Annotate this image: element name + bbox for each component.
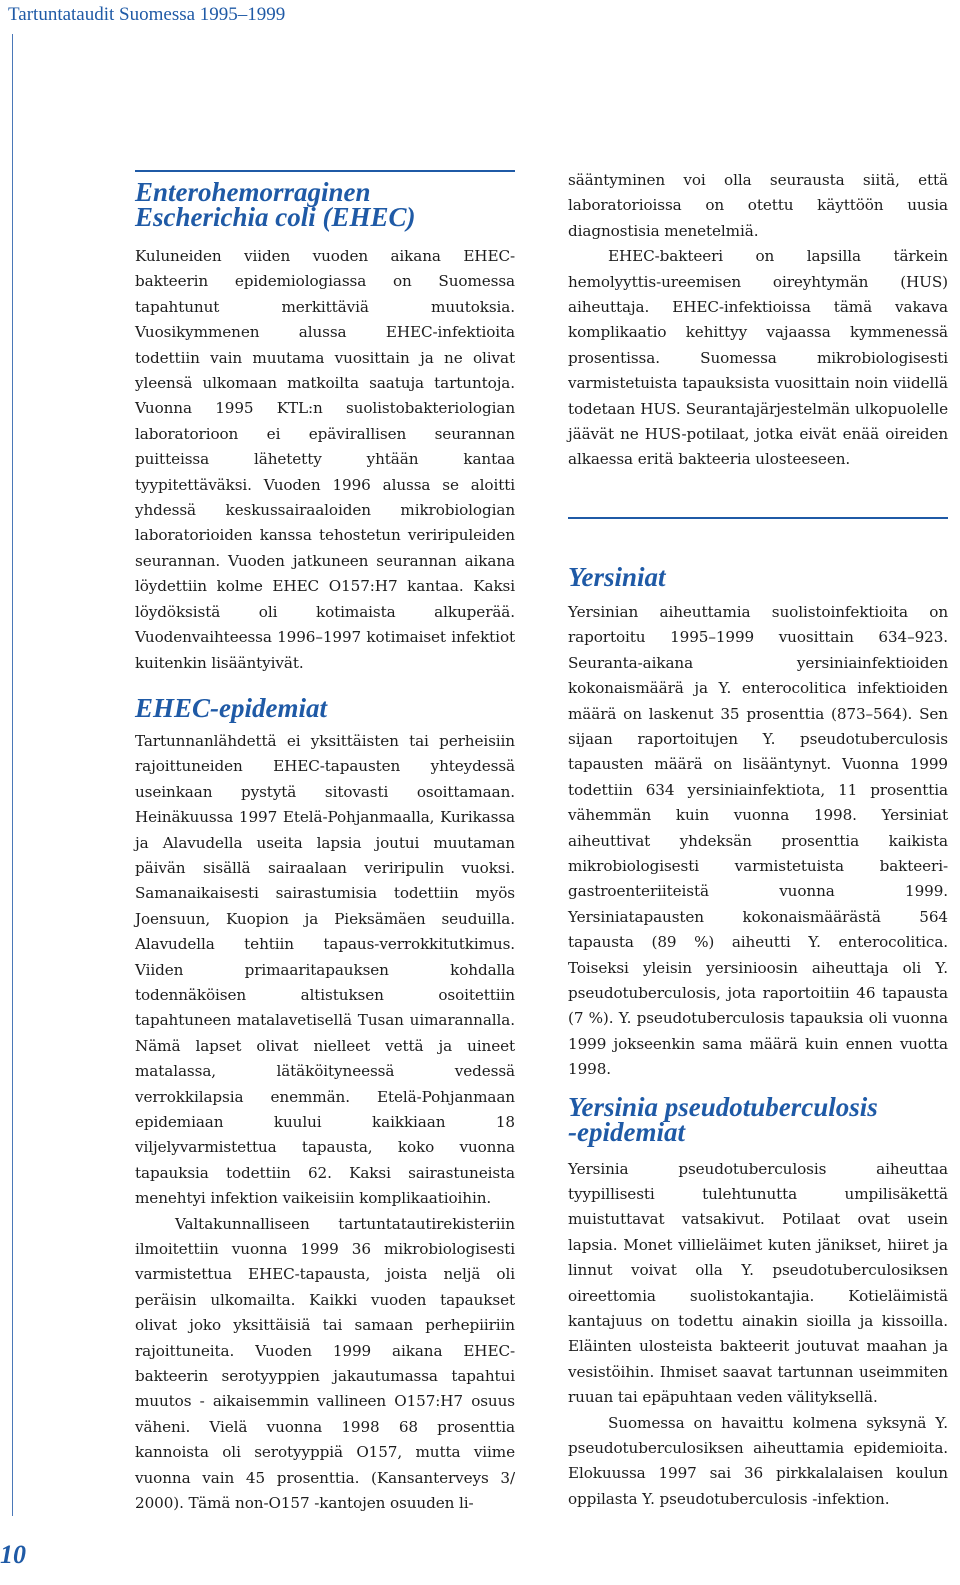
left-column bbox=[135, 177, 515, 1517]
heading-pseudo-line1: Yersinia pseudotuberculosis bbox=[568, 1091, 878, 1122]
yersiniat-paragraph: Yersinian aiheuttamia suolistoinfektioita on raportoitu 1995–1999 vuosittain 634–923. Seuranta-aikana yersiniainfektioiden kokonaismäärä ja Y. enterocolitica infektioiden määrä on laskenut 35 prosenttia (873–564). Sen sijaan raportoitujen Y. pseudotuberculosis tapausten määrä on lisääntynyt. Vuonna 1999 todettiin 634 yersiniainfektiota, 11 prosenttia vähemmän kuin vuonna 1998. Yersiniat aiheuttivat yhdeksän prosenttia kaikista mikrobiologisesti varmistetuista bakteeri-gastroenteriiteistä vuonna 1999. Yersiniatapausten kokonaismäärästä 564 tapausta (89 %) aiheutti Y. enterocolitica. Toiseksi yleisin yersinioosin aiheuttaja oli Y. pseudotuberculosis, jota raportoitiin 46 tapausta (7 %). Y. pseudotuberculosis tapauksia oli vuonna 1999 jokseenkin sama määrä kuin ennen vuotta 1998. bbox=[568, 602, 948, 1079]
continued-paragraph: sääntyminen voi olla seurausta siitä, että laboratorioissa on otettu käyttöön uusia diagnostisia menetelmiä. bbox=[568, 171, 948, 240]
section-gap bbox=[568, 473, 948, 565]
heading-pseudo-line2: -epidemiat bbox=[568, 1116, 685, 1147]
ehec-paragraph: Kuluneiden viiden vuoden aikana EHEC-bakteerin epidemiologiassa on Suomessa tapahtunut merkittäviä muutoksia. Vuosikymmenen alussa EHEC-infektioita todettiin vain muutama vuosittain ja ne olivat yleensä ulkomaan matkoilta saatuja tartuntoja. Vuonna 1995 KTL:n suolistobakteriologian laboratorioon ei epävirallisen seurannan puitteissa lähetetty yhtään kantaa tyypitettäväksi. Vuoden 1996 alussa se aloitti yhdessä keskussairaaloiden mikrobiologian laboratorioiden kanssa tehostetun veriripuleiden seurannan. Vuoden jatkuneen seurannan aikana löydettiin kolme EHEC O157:H7 kantaa. Kaksi löydöksistä oli kotimaista alkuperää. Vuodenvaihteessa 1996–1997 kotimaiset infektiot kuitenkin lisääntyivät. bbox=[135, 247, 515, 672]
pseudo-paragraph-1: Yersinia pseudotuberculosis aiheuttaa tyypillisesti tulehtunutta umpilisäkettä muistuttavat vatsakivut. Potilaat ovat usein lapsia. Monet villieläimet kuten jänikset, hiiret ja linnut voivat olla Y. pseudotuberculosiksen oireettomia suolistokantajia. Kotieläimistä kantajuus on todettu ainakin sioilla ja kissoilla. Eläinten ulosteista bakteerit joutuvat maahan ja vesistöihin. Ihmiset saavat tartunnan useimmiten ruuan tai epäpuhtaan veden välityksellä. bbox=[568, 1159, 948, 1407]
epidemiat-paragraph-2: Valtakunnalliseen tartuntatautirekisteriin ilmoitettiin vuonna 1999 36 mikrobiologisesti varmistettua EHEC-tapausta, joista neljä oli peräisin ulkomailta. Kaikki vuoden tapaukset olivat joko yksittäisiä tai samaan perhepiiriin rajoittuneita. Vuoden 1999 aikana EHEC-bakteerin serotyyppien jakautumassa tapahtui muutos - aikaisemmin vallineen O157:H7 osuus väheni. Vielä vuonna 1998 68 prosenttia kannoista oli serotyyppiä O157, mutta viime vuonna vain 45 prosenttia. (Kansanterveys 3/ 2000). Tämä non-O157 -kantojen osuuden li- bbox=[135, 1214, 515, 1513]
heading-ehec-line2: Escherichia coli (EHEC) bbox=[135, 202, 416, 232]
heading-yersiniat: Yersiniat bbox=[568, 561, 666, 592]
margin-rule bbox=[12, 34, 13, 1516]
right-column bbox=[568, 168, 948, 1512]
heading-pseudotuberculosis-epidemiat bbox=[568, 1091, 948, 1147]
pseudo-paragraph-2: Suomessa on havaittu kolmena syksynä Y. pseudotuberculosiksen aiheuttamia epidemioita. Elokuussa 1997 sai 36 pirkkalalaisen koulun oppilasta Y. pseudotuberculosis -infektion. bbox=[568, 1413, 948, 1508]
heading-ehec-epidemiat: EHEC-epidemiat bbox=[135, 692, 327, 723]
epidemiat-paragraph-1: Tartunnanlähdettä ei yksittäisten tai perheisiin rajoittuneiden EHEC-tapausten yhteydessä useinkaan pystytä sitovasti osoittamaan. Heinäkuussa 1997 Etelä-Pohjanmaalla, Kurikassa ja Alavudella useita lapsia joutui muutaman päivän sisällä sairaalaan veriripulin vuoksi. Samanaikaisesti sairastumisia todettiin myös Joensuun, Kuopion ja Pieksämäen seuduilla. Alavudella tehtiin tapaus-verrokkitutkimus. Viiden primaaritapauksen kohdalla todennäköisen altistuksen osoitettiin tapahtuneen matalavetisellä Tusan uimarannalla. Nämä lapset olivat nielleet vettä ja uineet matalassa, lätäköityneessä vedessä verrokkilapsia enemmän. Etelä-Pohjanmaan epidemiaan kuului kaikkiaan 18 viljelyvarmistettua tapausta, koko vuonna tapauksia todettiin 62. Kaksi sairastuneista menehtyi infektion vaikeisiin komplikaatioihin. bbox=[135, 731, 515, 1208]
running-head: Tartuntataudit Suomessa 1995–1999 bbox=[8, 4, 286, 25]
page-number: 10 bbox=[0, 1540, 26, 1569]
hus-paragraph: EHEC-bakteeri on lapsilla tärkein hemolyyttis-ureemisen oireyhtymän (HUS) aiheuttaja. EHEC-infektioissa tämä vakava komplikaatio kehittyy vajaassa kymmenessä prosentissa. Suomessa mikrobiologisesti varmistetuista tapauksista vuosittain noin viidellä todetaan HUS. Seurantajärjestelmän ulkopuolelle jäävät ne HUS-potilaat, jotka eivät enää oireiden alkaessa eritä bakteeria ulosteeseen. bbox=[568, 247, 948, 469]
heading-ehec bbox=[135, 177, 515, 232]
heading-ehec-line1: Enterohemorraginen bbox=[135, 177, 371, 207]
left-column-rule bbox=[135, 170, 515, 172]
